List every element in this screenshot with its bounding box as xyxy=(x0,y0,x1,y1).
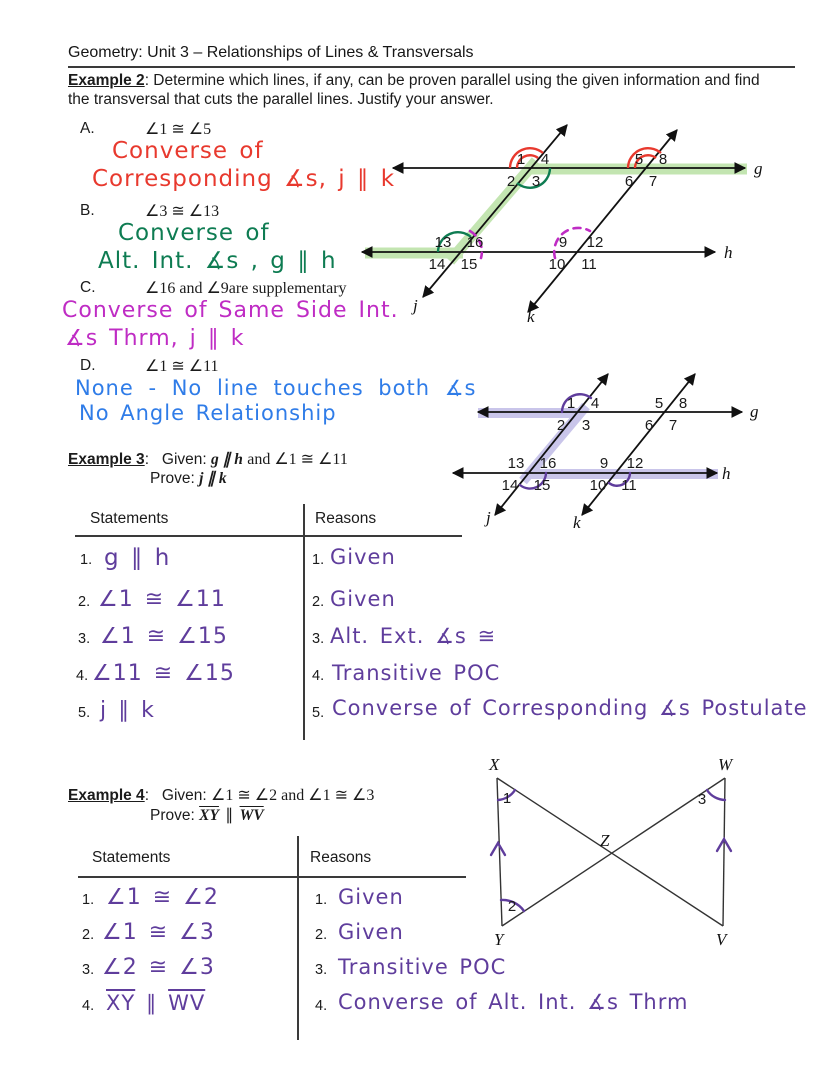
ex4-table-divider xyxy=(297,836,299,1040)
angle-label: 15 xyxy=(533,477,551,494)
vertex-Z-label: Z xyxy=(600,831,610,850)
ex4-row4-parallel-symbol: ∥ xyxy=(145,991,158,1015)
angle-label: 13 xyxy=(434,234,452,251)
ex4-row2-statement: ∠1 ≅ ∠3 xyxy=(102,920,215,945)
example3-given-math: g ∥ h xyxy=(211,451,243,468)
ex3-table-divider xyxy=(303,504,305,740)
vertex-W-label: W xyxy=(718,755,733,774)
ex4-row4-num: 4. xyxy=(82,998,95,1014)
ex3-row1-num: 1. xyxy=(80,552,93,568)
angle-label: 5 xyxy=(654,395,664,412)
angle-label: 2 xyxy=(556,417,566,434)
green-highlight-line-j xyxy=(450,161,536,261)
angle-label: 8 xyxy=(678,395,688,412)
item-b-answer-line2: Alt. Int. ∡s , g ∥ h xyxy=(98,248,337,274)
angle-label: 11 xyxy=(581,256,597,273)
angle-label: 7 xyxy=(648,173,658,190)
angle-label: 4 xyxy=(590,395,600,412)
item-a-statement: ∠1 ≅ ∠5 xyxy=(145,121,212,138)
example3-given-label: Given: xyxy=(161,451,207,468)
vertex-X-label: X xyxy=(489,755,500,774)
ex4-row1-num: 1. xyxy=(82,892,95,908)
ex4-row4-seg2: $\overline{WV}$ xyxy=(168,991,206,1015)
example3-prove-math: j ∥ k xyxy=(199,470,227,487)
item-a-letter: A. xyxy=(80,120,95,137)
angle-3-label: 3 xyxy=(697,791,707,808)
ex3-row1-rnum: 1. xyxy=(312,552,325,568)
example4-prove-label: Prove: xyxy=(150,807,195,824)
angle-label: 7 xyxy=(668,417,678,434)
item-c-answer-line1: Converse of Same Side Int. xyxy=(62,298,399,323)
example4-given-label: Given: xyxy=(161,787,207,804)
page-title: Geometry: Unit 3 – Relationships of Lines & Transversals xyxy=(68,44,474,61)
angle-label: 9 xyxy=(599,455,609,472)
ex3-row3-num: 3. xyxy=(78,631,91,647)
segment-XV xyxy=(497,778,723,926)
example3-prove-label: Prove: xyxy=(150,470,195,487)
example2-intro xyxy=(68,71,780,109)
example4-heading xyxy=(68,785,374,805)
angle-label: 1 xyxy=(516,151,526,168)
ex3-row2-num: 2. xyxy=(78,594,91,610)
example3-prove xyxy=(150,469,227,488)
angle-label: 16 xyxy=(539,455,557,472)
example2-label: Example 2 xyxy=(68,72,145,89)
ex4-row2-rnum: 2. xyxy=(315,927,328,943)
ex4-row3-reason: Transitive POC xyxy=(338,955,507,979)
example4-given-text: ∠1 ≅ ∠2 and ∠1 ≅ ∠3 xyxy=(211,787,375,804)
line-k-label: k xyxy=(527,307,535,324)
angle-label: 14 xyxy=(428,256,446,273)
ex4-row3-rnum: 3. xyxy=(315,962,328,978)
bowtie-triangles-diagram xyxy=(455,748,828,953)
example2-text: : Determine which lines, if any, can be proven parallel using the given information and find the transversal that cuts the parallel lines. Justify your answer. xyxy=(68,72,760,108)
example4-prove xyxy=(150,805,264,825)
ex3-row5-statement: j ∥ k xyxy=(100,698,155,723)
example4-colon: : xyxy=(144,787,149,804)
angle-label: 6 xyxy=(644,417,654,434)
ex4-row4-statement xyxy=(106,991,205,1015)
item-a-answer-line1: Converse of xyxy=(112,138,264,164)
item-b-letter: B. xyxy=(80,202,95,219)
ex3-row4-rnum: 4. xyxy=(312,668,325,684)
line-h-label: h xyxy=(722,464,731,483)
ex4-table-header-rule xyxy=(78,876,466,878)
example4-prove-seg1: $\overline{XY}$ xyxy=(199,807,219,824)
ex4-row3-num: 3. xyxy=(82,962,95,978)
ex4-row4-reason: Converse of Alt. Int. ∡s Thrm xyxy=(338,990,689,1014)
example3-given-tail: and ∠1 ≅ ∠11 xyxy=(247,451,348,468)
angle-label: 15 xyxy=(460,256,478,273)
header-divider xyxy=(68,66,795,68)
example3-label: Example 3 xyxy=(68,451,145,468)
item-c-statement: ∠16 and ∠9are supplementary xyxy=(145,280,347,297)
item-c-letter: C. xyxy=(80,279,96,296)
ex3-row5-rnum: 5. xyxy=(312,705,325,721)
item-c-answer-line2: ∡s Thrm, j ∥ k xyxy=(65,326,245,351)
item-d-letter: D. xyxy=(80,357,96,374)
line-j-label: j xyxy=(486,508,491,527)
ex4-row1-rnum: 1. xyxy=(315,892,328,908)
item-d-answer-line1: None - No line touches both ∡s xyxy=(75,376,477,400)
ex4-row4-rnum: 4. xyxy=(315,998,328,1014)
ex3-row4-num: 4. xyxy=(76,668,89,684)
angle-label: 12 xyxy=(586,234,604,251)
ex4-row1-reason: Given xyxy=(338,885,404,909)
angle-label: 3 xyxy=(581,417,591,434)
angle-label: 9 xyxy=(558,234,568,251)
segment-YW xyxy=(502,778,725,926)
ex3-row4-reason: Transitive POC xyxy=(332,661,501,685)
line-k-label: k xyxy=(573,513,581,532)
ex3-row2-reason: Given xyxy=(330,587,396,611)
line-j-label: j xyxy=(413,296,418,315)
item-d-statement: ∠1 ≅ ∠11 xyxy=(145,358,219,375)
example3-heading xyxy=(68,449,348,469)
item-a-answer-line2: Corresponding ∡s, j ∥ k xyxy=(92,166,396,192)
ex3-row3-reason: Alt. Ext. ∡s ≅ xyxy=(330,624,497,648)
ex3-statements-header: Statements xyxy=(90,510,169,527)
angle-label: 11 xyxy=(621,477,637,494)
ex3-row2-statement: ∠1 ≅ ∠11 xyxy=(98,587,226,612)
angle-label: 6 xyxy=(624,173,634,190)
angle-label: 10 xyxy=(548,256,566,273)
vertex-Y-label: Y xyxy=(494,930,504,949)
ex4-reasons-header: Reasons xyxy=(310,849,372,866)
ex4-row1-statement: ∠1 ≅ ∠2 xyxy=(106,885,219,910)
parallel-lines-diagram-1 xyxy=(345,112,815,324)
angle-label: 13 xyxy=(507,455,525,472)
angle-label: 1 xyxy=(566,395,576,412)
ex4-row4-seg1: $\overline{XY}$ xyxy=(106,991,136,1015)
example4-prove-seg2: $\overline{WV}$ xyxy=(239,807,264,824)
ex4-row2-reason: Given xyxy=(338,920,404,944)
item-b-answer-line1: Converse of xyxy=(118,220,270,246)
angle-label: 8 xyxy=(658,151,668,168)
ex3-row4-statement: ∠11 ≅ ∠15 xyxy=(92,661,235,686)
ex3-table-header-rule xyxy=(75,535,462,537)
angle-label: 12 xyxy=(626,455,644,472)
angle-label: 2 xyxy=(506,173,516,190)
parallel-symbol: ∥ xyxy=(225,807,234,824)
angle-label: 16 xyxy=(466,234,484,251)
item-b-statement: ∠3 ≅ ∠13 xyxy=(145,203,220,220)
parallel-mark-XY xyxy=(491,843,505,855)
ex3-row5-num: 5. xyxy=(78,705,91,721)
angle-label: 3 xyxy=(531,173,541,190)
ex3-row1-statement: g ∥ h xyxy=(104,545,171,571)
ex4-row3-statement: ∠2 ≅ ∠3 xyxy=(102,955,215,980)
angle-label: 5 xyxy=(634,151,644,168)
ex3-row3-statement: ∠1 ≅ ∠15 xyxy=(100,624,228,649)
ex3-row2-rnum: 2. xyxy=(312,594,325,610)
purple-arc-angle3 xyxy=(707,790,725,800)
angle-label: 14 xyxy=(501,477,519,494)
ex4-statements-header: Statements xyxy=(92,849,171,866)
angle-label: 10 xyxy=(589,477,607,494)
line-g-label: g xyxy=(750,402,759,421)
angle-2-label: 2 xyxy=(507,898,517,915)
angle-label: 4 xyxy=(540,151,550,168)
line-g-label: g xyxy=(754,159,763,178)
vertex-V-label: V xyxy=(716,930,727,949)
example3-colon: : xyxy=(144,451,149,468)
ex3-reasons-header: Reasons xyxy=(315,510,377,527)
ex4-row2-num: 2. xyxy=(82,927,95,943)
example4-label: Example 4 xyxy=(68,787,145,804)
ex3-row5-reason: Converse of Corresponding ∡s Postulate xyxy=(332,696,808,720)
ex3-row1-reason: Given xyxy=(330,545,396,569)
ex3-row3-rnum: 3. xyxy=(312,631,325,647)
parallel-lines-diagram-2 xyxy=(420,358,828,543)
line-h-label: h xyxy=(724,243,733,262)
item-d-answer-line2: No Angle Relationship xyxy=(79,401,337,425)
angle-1-label: 1 xyxy=(502,790,512,807)
